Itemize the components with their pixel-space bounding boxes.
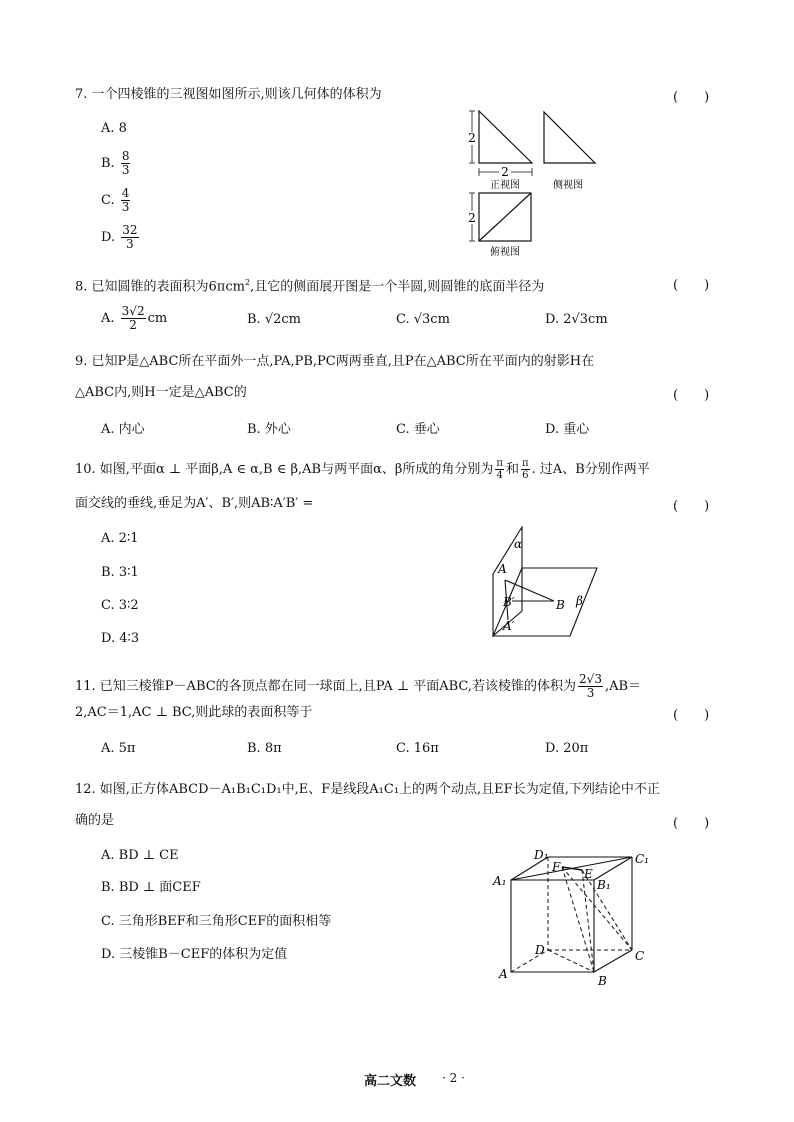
label-beta: β: [576, 594, 583, 608]
q9-option-a[interactable]: A. 内心: [101, 422, 145, 437]
footer-page-number: · 2 ·: [442, 1071, 465, 1085]
q7-option-c-fraction: $\frac{4}{3}$: [121, 186, 130, 214]
q12-stem-line1: 12. 如图,正方体ABCD－A₁B₁C₁D₁中,E、F是线段A₁C₁上的两个动点,且EF长为定值,下列结论中不正: [75, 782, 660, 797]
side-view-triangle: [544, 112, 595, 163]
top-view-square: [479, 193, 531, 241]
q10-stem-line1: 10. 如图,平面α ⊥ 平面β,A ∈ α,B ∈ β,AB与两平面α、β所成的角分别为 $\frac{\pi}{4}$ 和 $\frac{\pi}{6}$ . 过A、B分别作两平: [75, 458, 650, 481]
q12-answer-paren: ( ): [673, 816, 710, 831]
q10-angle-fraction-2: $\frac{\pi}{6}$: [521, 458, 529, 481]
label-b-prime: B′: [503, 595, 515, 609]
q11-answer-paren: ( ): [673, 708, 710, 723]
q7-option-a[interactable]: A. 8: [101, 121, 127, 136]
q7-option-b-fraction: $\frac{8}{3}$: [121, 149, 130, 177]
label-b: B: [598, 974, 607, 988]
q7-three-view-figure: [460, 108, 610, 260]
q9-option-c[interactable]: C. 垂心: [396, 422, 440, 437]
diagonal-bd: [548, 950, 594, 972]
label-d: D: [535, 943, 545, 957]
footer-title: 高二文数: [364, 1074, 417, 1089]
label-b: B: [556, 598, 565, 612]
top-view-height-label: 2: [468, 211, 476, 225]
label-a-prime: A′: [503, 619, 515, 633]
q9-answer-paren: ( ): [673, 388, 710, 403]
label-c1: C₁: [635, 852, 649, 866]
top-view-height-dimension: [466, 193, 478, 241]
q12-stem-line2: 确的是: [75, 813, 115, 828]
front-view-triangle: [479, 111, 532, 163]
q12-option-c[interactable]: C. 三角形BEF和三角形CEF的面积相等: [101, 914, 332, 929]
q8-option-c[interactable]: C. √3cm: [396, 312, 450, 327]
q8-answer-paren: ( ): [673, 278, 710, 293]
q11-stem-line1: 11. 已知三棱锥P－ABC的各顶点都在同一球面上,且PA ⊥ 平面ABC,若该棱锥的体积为 $\frac{2√3}{3}$ ,AB＝: [75, 672, 642, 700]
label-c: C: [635, 949, 645, 963]
front-view-width-label: 2: [501, 165, 509, 179]
q12-option-a[interactable]: A. BD ⊥ CE: [101, 848, 179, 863]
q9-stem-line2: △ABC内,则H一定是△ABC的: [75, 385, 247, 400]
cube-front-face: [511, 880, 594, 972]
q7-option-d[interactable]: D. $\frac{32}{3}$: [101, 223, 138, 251]
side-view-caption: 侧视图: [553, 180, 583, 191]
q9-stem-line1: 9. 已知P是△ABC所在平面外一点,PA,PB,PC两两垂直,且P在△ABC所在平面内的射影H在: [75, 354, 595, 369]
q7-stem: 7. 一个四棱锥的三视图如图所示,则该几何体的体积为: [75, 87, 382, 102]
label-a1: A₁: [493, 874, 507, 888]
label-a: A: [498, 562, 507, 576]
label-alpha: α: [514, 537, 523, 551]
front-view-caption: 正视图: [490, 180, 520, 191]
q8-option-a[interactable]: A. $\frac{3√2}{2}$ cm: [101, 304, 168, 332]
q10-perpendicular-planes-figure: [488, 526, 600, 644]
label-a: A: [499, 967, 508, 981]
q11-option-c[interactable]: C. 16π: [396, 741, 439, 756]
q11-option-d[interactable]: D. 20π: [545, 741, 589, 756]
q8-option-b[interactable]: B. √2cm: [247, 312, 301, 327]
q8-option-a-fraction: $\frac{3√2}{2}$: [121, 304, 145, 332]
front-view-width-dimension: [479, 165, 532, 179]
q12-option-d[interactable]: D. 三棱锥B－CEF的体积为定值: [101, 947, 288, 962]
q10-stem-line2: 面交线的垂线,垂足为A′、B′,则AB∶A′B′ =: [75, 496, 314, 511]
q12-option-b[interactable]: B. BD ⊥ 面CEF: [101, 880, 201, 895]
q10-option-a[interactable]: A. 2∶1: [101, 531, 139, 546]
q9-option-b[interactable]: B. 外心: [247, 422, 291, 437]
front-view-height-dimension: [466, 111, 478, 163]
top-view-caption: 俯视图: [490, 247, 520, 258]
q11-stem-line2: 2,AC＝1,AC ⊥ BC,则此球的表面积等于: [75, 705, 313, 720]
q11-volume-fraction: $\frac{2√3}{3}$: [579, 672, 602, 700]
q10-option-d[interactable]: D. 4∶3: [101, 631, 140, 646]
q7-option-d-fraction: $\frac{32}{3}$: [122, 223, 138, 251]
q12-cube-figure: [490, 846, 660, 990]
front-view-height-label: 2: [468, 131, 476, 145]
label-b1: B₁: [597, 878, 611, 892]
q11-option-b[interactable]: B. 8π: [247, 741, 282, 756]
label-f: F: [552, 860, 561, 874]
q10-angle-fraction-1: $\frac{\pi}{4}$: [496, 458, 503, 481]
q10-option-c[interactable]: C. 3∶2: [101, 598, 139, 613]
q8-option-d[interactable]: D. 2√3cm: [545, 312, 608, 327]
q7-option-c[interactable]: C. $\frac{4}{3}$: [101, 186, 130, 214]
q7-answer-paren: ( ): [673, 90, 710, 105]
label-d1: D₁: [534, 848, 549, 862]
label-e: E: [584, 867, 593, 881]
q8-stem: 8. 已知圆锥的表面积为6πcm$^2$,且它的侧面展开图是一个半圆,则圆锥的底面半径为: [75, 278, 545, 295]
q10-option-b[interactable]: B. 3∶1: [101, 565, 139, 580]
q11-option-a[interactable]: A. 5π: [101, 741, 136, 756]
q9-option-d[interactable]: D. 重心: [545, 422, 590, 437]
q10-answer-paren: ( ): [673, 499, 710, 514]
q7-option-b[interactable]: B. $\frac{8}{3}$: [101, 149, 130, 177]
